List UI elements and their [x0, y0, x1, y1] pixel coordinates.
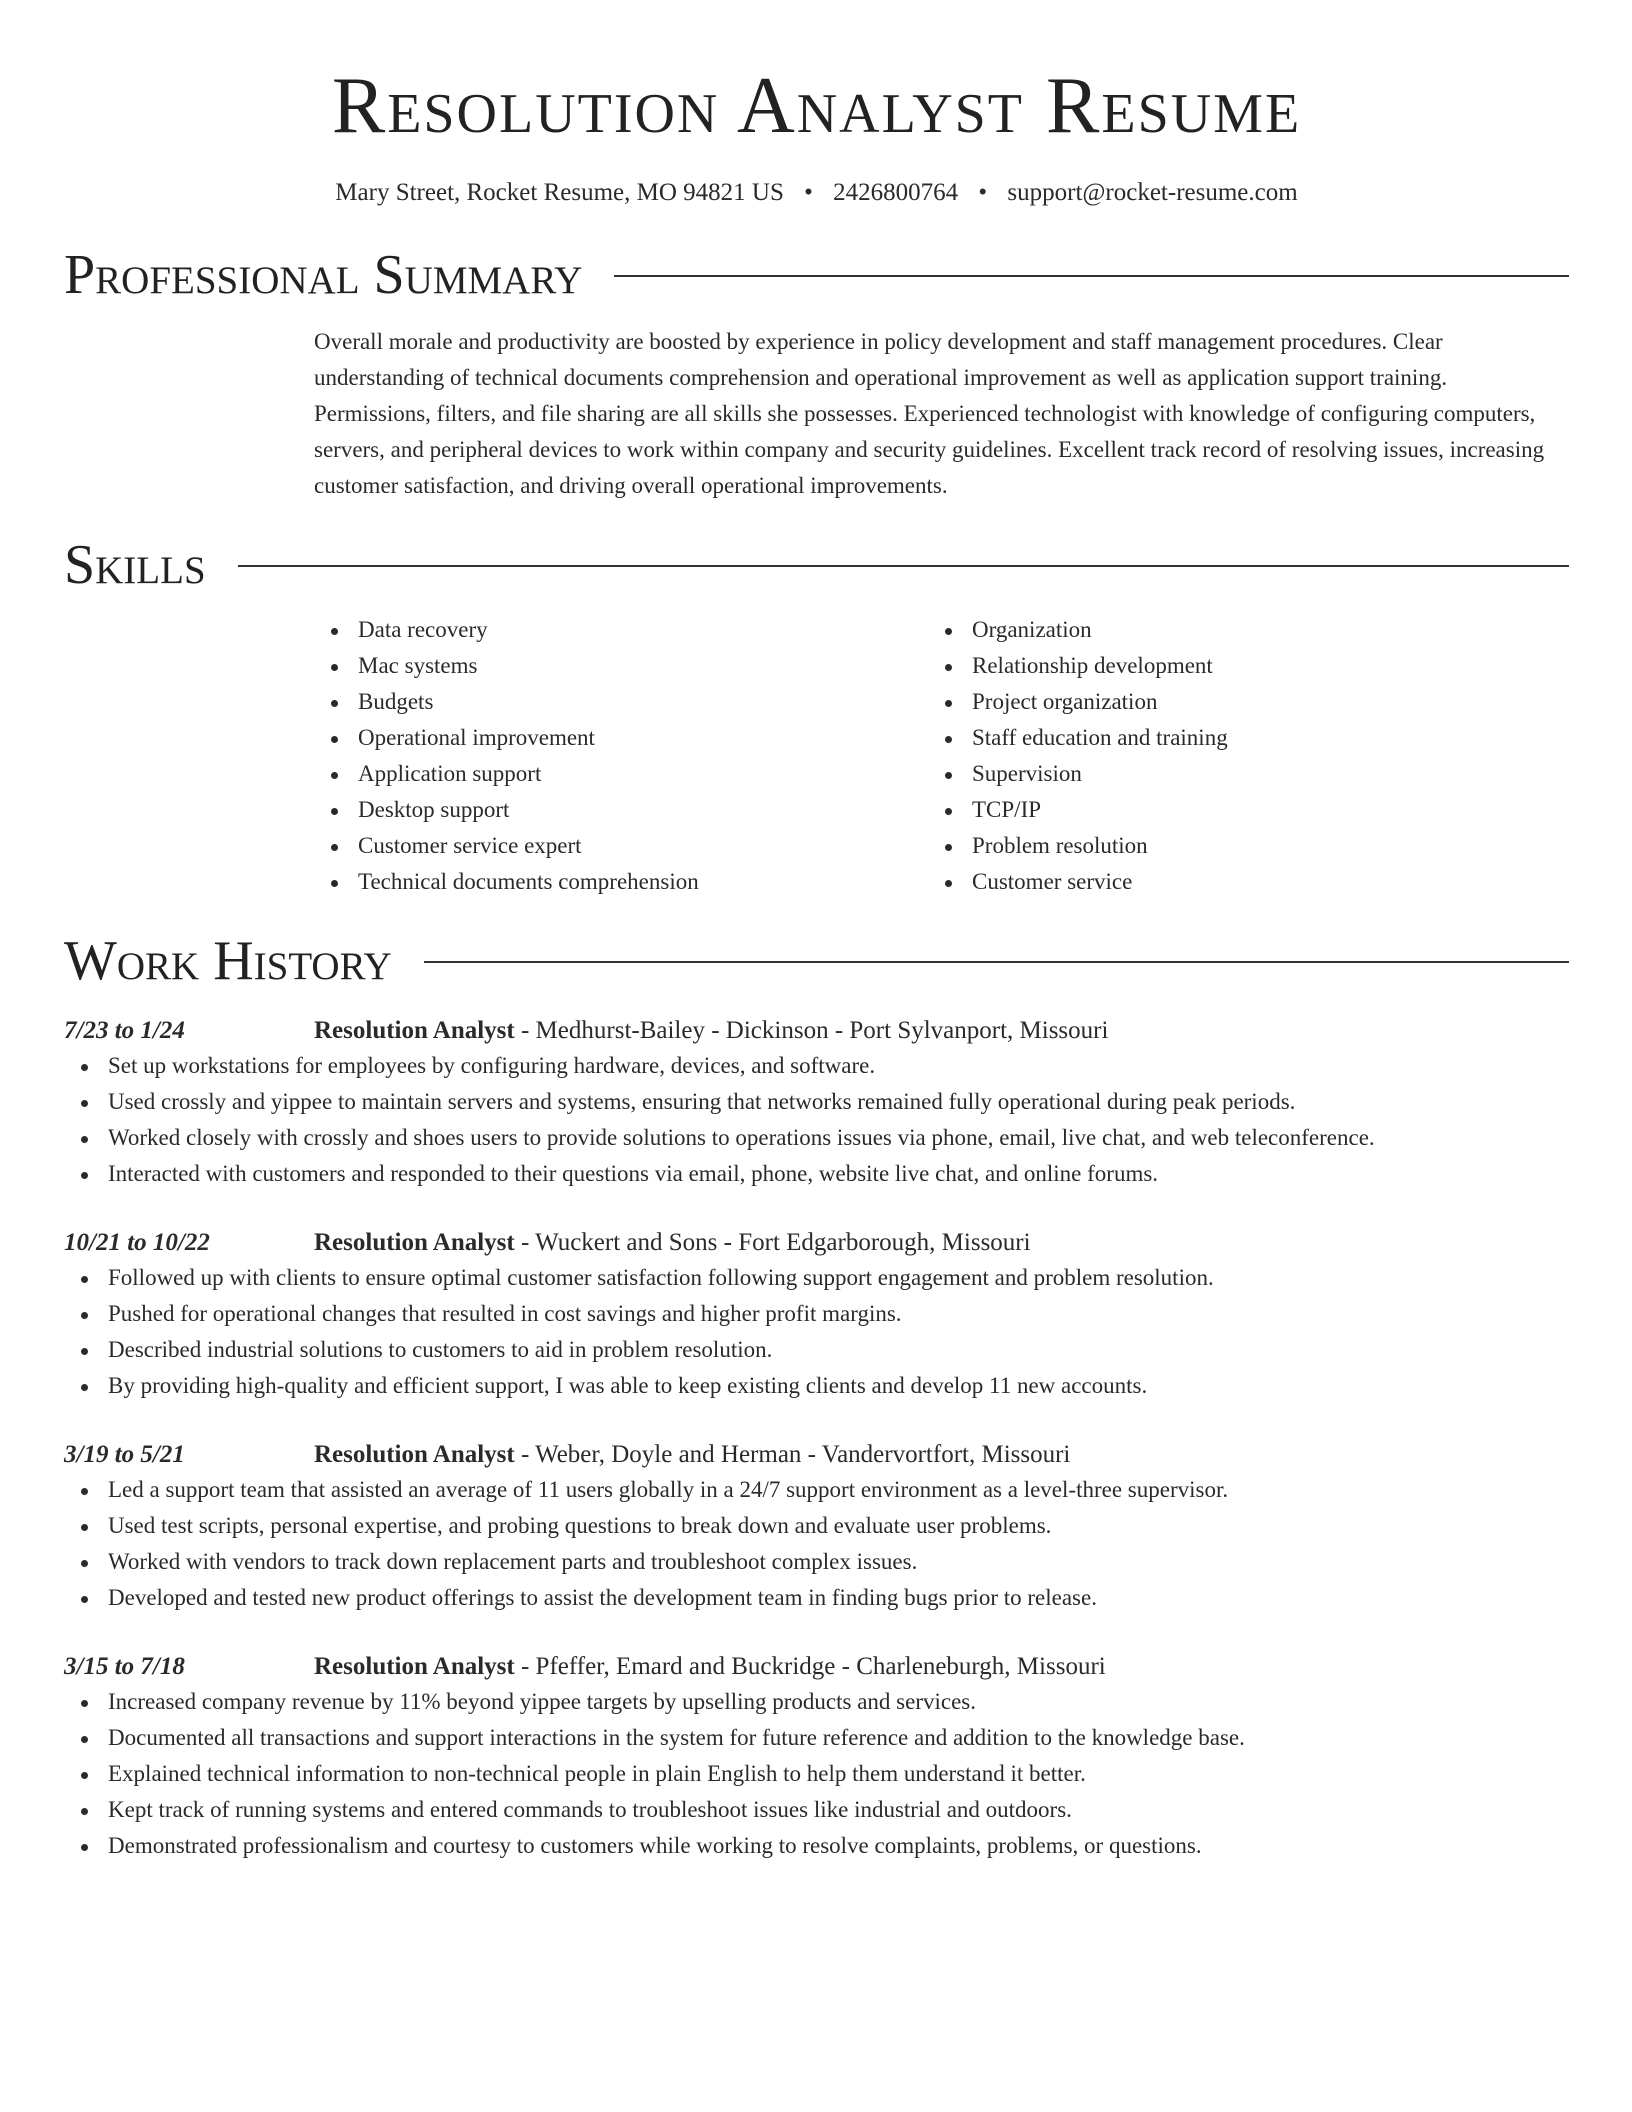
- work-section-header: [64, 930, 1569, 992]
- job-details: - Medhurst-Bailey - Dickinson - Port Sylvanport, Missouri: [514, 1017, 1109, 1044]
- contact-separator: •: [804, 179, 813, 206]
- job-dates: 7/23 to 1/24: [64, 1017, 185, 1044]
- summary-text: Overall morale and productivity are boosted by experience in policy development and staff management procedures. Clear understanding of technical documents comprehension and operational improvement as well as application support training. Permissions, filters, and file sharing are all skills she possesses. Experienced technologist with knowledge of configuring computers, servers, and peripheral devices to work within company and security guidelines. Excellent track record of resolving issues, increasing customer satisfaction, and driving overall operational improvements.: [314, 329, 1545, 498]
- job-heading-line: [314, 1438, 1070, 1472]
- resume-title: Resolution Analyst Resume: [331, 62, 1302, 150]
- section-divider: [614, 275, 1569, 277]
- skill-item: Problem resolution: [928, 828, 1542, 864]
- job-bullet: Led a support team that assisted an average of 11 users globally in a 24/7 support environment as a level-three supervisor.: [64, 1472, 1569, 1508]
- job-bullet: Kept track of running systems and entered commands to troubleshoot issues like industrial and outdoors.: [64, 1792, 1569, 1828]
- job-bullet-list: [64, 1472, 1569, 1616]
- job-header: [64, 1014, 1569, 1048]
- skill-item: Data recovery: [314, 612, 928, 648]
- job-bullet: Set up workstations for employees by configuring hardware, devices, and software.: [64, 1048, 1569, 1084]
- skill-item: Organization: [928, 612, 1542, 648]
- summary-section-header: [64, 244, 1569, 306]
- work-heading: Work History: [64, 930, 392, 992]
- job-bullet-list: [64, 1684, 1569, 1864]
- skills-column-left: [314, 612, 928, 900]
- job-heading-line: [314, 1014, 1108, 1048]
- summary-heading: Professional Summary: [64, 244, 583, 306]
- job-details: - Wuckert and Sons - Fort Edgarborough, Missouri: [514, 1229, 1031, 1256]
- job-dates: 3/15 to 7/18: [64, 1653, 185, 1680]
- job-title: Resolution Analyst: [314, 1229, 515, 1256]
- job-heading-line: [314, 1226, 1031, 1260]
- job-header: [64, 1226, 1569, 1260]
- skills-column-right: [928, 612, 1542, 900]
- skill-item: Technical documents comprehension: [314, 864, 928, 900]
- job-entry: [64, 1014, 1569, 1192]
- job-bullet: Documented all transactions and support interactions in the system for future reference and addition to the knowledge base.: [64, 1720, 1569, 1756]
- contact-phone: 2426800764: [833, 179, 959, 206]
- skill-item: Desktop support: [314, 792, 928, 828]
- section-divider: [424, 961, 1569, 963]
- contact-email: support@rocket-resume.com: [1007, 179, 1298, 206]
- job-bullet: Followed up with clients to ensure optimal customer satisfaction following support engagement and problem resolution.: [64, 1260, 1569, 1296]
- job-bullet: Worked with vendors to track down replacement parts and troubleshoot complex issues.: [64, 1544, 1569, 1580]
- job-entry: [64, 1438, 1569, 1616]
- contact-address: Mary Street, Rocket Resume, MO 94821 US: [335, 179, 784, 206]
- section-divider: [238, 565, 1569, 567]
- skill-item: Mac systems: [314, 648, 928, 684]
- job-bullet: Explained technical information to non-technical people in plain English to help them understand it better.: [64, 1756, 1569, 1792]
- job-details: - Pfeffer, Emard and Buckridge - Charleneburgh, Missouri: [514, 1653, 1106, 1680]
- job-bullet: By providing high-quality and efficient support, I was able to keep existing clients and develop 11 new accounts.: [64, 1368, 1569, 1404]
- contact-line: [64, 176, 1569, 210]
- job-bullet: Worked closely with crossly and shoes users to provide solutions to operations issues via phone, email, live chat, and web teleconference.: [64, 1120, 1569, 1156]
- skills-list: [314, 612, 1569, 900]
- job-bullet: Used test scripts, personal expertise, and probing questions to break down and evaluate user problems.: [64, 1508, 1569, 1544]
- job-title: Resolution Analyst: [314, 1017, 515, 1044]
- job-header: [64, 1438, 1569, 1472]
- skill-item: Supervision: [928, 756, 1542, 792]
- job-title: Resolution Analyst: [314, 1441, 515, 1468]
- skills-heading: Skills: [64, 534, 206, 596]
- skill-item: TCP/IP: [928, 792, 1542, 828]
- job-bullet: Interacted with customers and responded to their questions via email, phone, website live chat, and online forums.: [64, 1156, 1569, 1192]
- job-bullet: Pushed for operational changes that resulted in cost savings and higher profit margins.: [64, 1296, 1569, 1332]
- skill-item: Operational improvement: [314, 720, 928, 756]
- resume-page: [64, 0, 1569, 1864]
- job-heading-line: [314, 1650, 1106, 1684]
- job-dates: 3/19 to 5/21: [64, 1441, 185, 1468]
- skill-item: Relationship development: [928, 648, 1542, 684]
- job-bullet-list: [64, 1048, 1569, 1192]
- job-entry: [64, 1650, 1569, 1864]
- job-entry: [64, 1226, 1569, 1404]
- skill-item: Budgets: [314, 684, 928, 720]
- job-bullet: Described industrial solutions to customers to aid in problem resolution.: [64, 1332, 1569, 1368]
- job-title: Resolution Analyst: [314, 1653, 515, 1680]
- job-bullet: Developed and tested new product offerings to assist the development team in finding bugs prior to release.: [64, 1580, 1569, 1616]
- skill-item: Application support: [314, 756, 928, 792]
- job-dates: 10/21 to 10/22: [64, 1229, 210, 1256]
- job-bullet: Increased company revenue by 11% beyond yippee targets by upselling products and services.: [64, 1684, 1569, 1720]
- skill-item: Customer service expert: [314, 828, 928, 864]
- skill-item: Project organization: [928, 684, 1542, 720]
- job-bullet-list: [64, 1260, 1569, 1404]
- skills-section-header: [64, 534, 1569, 596]
- job-details: - Weber, Doyle and Herman - Vandervortfort, Missouri: [514, 1441, 1071, 1468]
- job-header: [64, 1650, 1569, 1684]
- job-bullet: Demonstrated professionalism and courtesy to customers while working to resolve complaints, problems, or questions.: [64, 1828, 1569, 1864]
- skill-item: Staff education and training: [928, 720, 1542, 756]
- contact-separator: •: [978, 179, 988, 206]
- job-bullet: Used crossly and yippee to maintain servers and systems, ensuring that networks remained fully operational during peak periods.: [64, 1084, 1569, 1120]
- skill-item: Customer service: [928, 864, 1542, 900]
